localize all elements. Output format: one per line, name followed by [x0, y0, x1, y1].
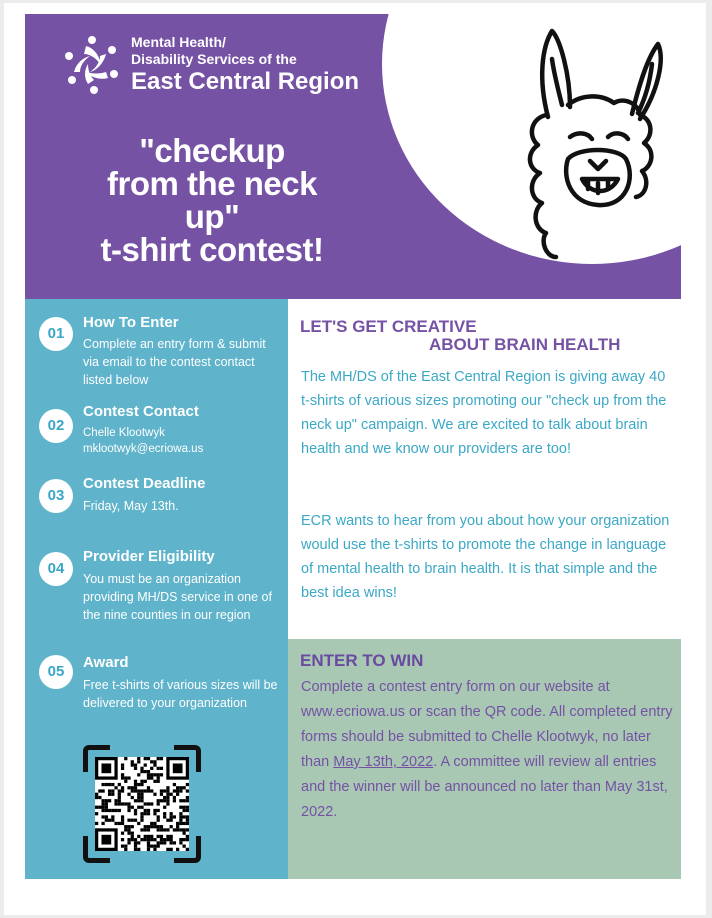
step-text: You must be an organization providing MH/DS service in one of the nine counties in our region — [83, 572, 272, 622]
step-text — [83, 425, 283, 457]
qr-code-icon[interactable] — [83, 745, 201, 863]
enter-text — [301, 675, 677, 825]
enter-text-part1: Complete a contest entry form on our website at www.ecriowa.us or scan the QR code. All completed entry forms should be submitted to Chelle Klootwyk, no later than — [301, 679, 673, 770]
step-title: Contest Contact — [83, 403, 199, 420]
contact-name: Chelle Klootwyk — [83, 427, 165, 439]
step-number-badge: 03 — [39, 479, 73, 513]
title-line3: up" — [184, 198, 240, 235]
people-circle-logo — [60, 32, 124, 96]
enter-text-part2: . A committee will review all entries and the winner will be announced no later than May 31st, 2022. — [301, 754, 668, 820]
creative-heading-line1: LET'S GET CREATIVE — [300, 317, 477, 336]
step-number-badge: 02 — [39, 409, 73, 443]
org-name-line3: East Central Region — [131, 68, 360, 95]
step-number-badge: 05 — [39, 655, 73, 689]
title-line1: "checkup — [139, 132, 285, 169]
steps-sidebar — [25, 299, 288, 879]
title-line4: t-shirt contest! — [100, 231, 324, 268]
title-line2: from the neck — [107, 165, 317, 202]
creative-paragraph-1: The MH/DS of the East Central Region is giving away 40 t-shirts of various sizes promoting our "check up from the neck up" campaign. We are excited to talk about brain health and we know our providers are too! — [301, 369, 667, 457]
org-name-line1: Mental Health/ — [131, 34, 226, 50]
step-title: How To Enter — [83, 314, 179, 331]
step-text: Free t-shirts of various sizes will be delivered to your organization — [83, 678, 278, 710]
step-text: Complete an entry form & submit via email to the contest contact listed below — [83, 337, 266, 387]
enter-to-win-section — [288, 639, 681, 879]
org-name-line2: Disability Services of the — [131, 51, 297, 67]
contact-email[interactable]: mklootwyk@ecriowa.us — [83, 443, 204, 455]
deadline-date: May 13th, 2022 — [333, 754, 434, 770]
creative-paragraph-2: ECR wants to hear from you about how your organization would use the t-shirts to promote the change in language of mental health to brain health. It is that simple and the best idea wins! — [301, 513, 670, 601]
step-title: Award — [83, 654, 129, 671]
qr-code-pattern — [95, 757, 189, 851]
step-number-badge: 04 — [39, 552, 73, 586]
contest-title — [77, 134, 347, 266]
creative-section — [288, 299, 681, 639]
step-title: Provider Eligibility — [83, 548, 215, 565]
creative-heading-line2: ABOUT BRAIN HEALTH — [429, 335, 621, 354]
step-text: Friday, May 13th. — [83, 499, 179, 513]
header-banner — [25, 14, 681, 299]
llama-icon — [490, 19, 681, 264]
step-number-badge: 01 — [39, 317, 73, 351]
step-title: Contest Deadline — [83, 475, 206, 492]
enter-heading: ENTER TO WIN — [300, 651, 424, 670]
